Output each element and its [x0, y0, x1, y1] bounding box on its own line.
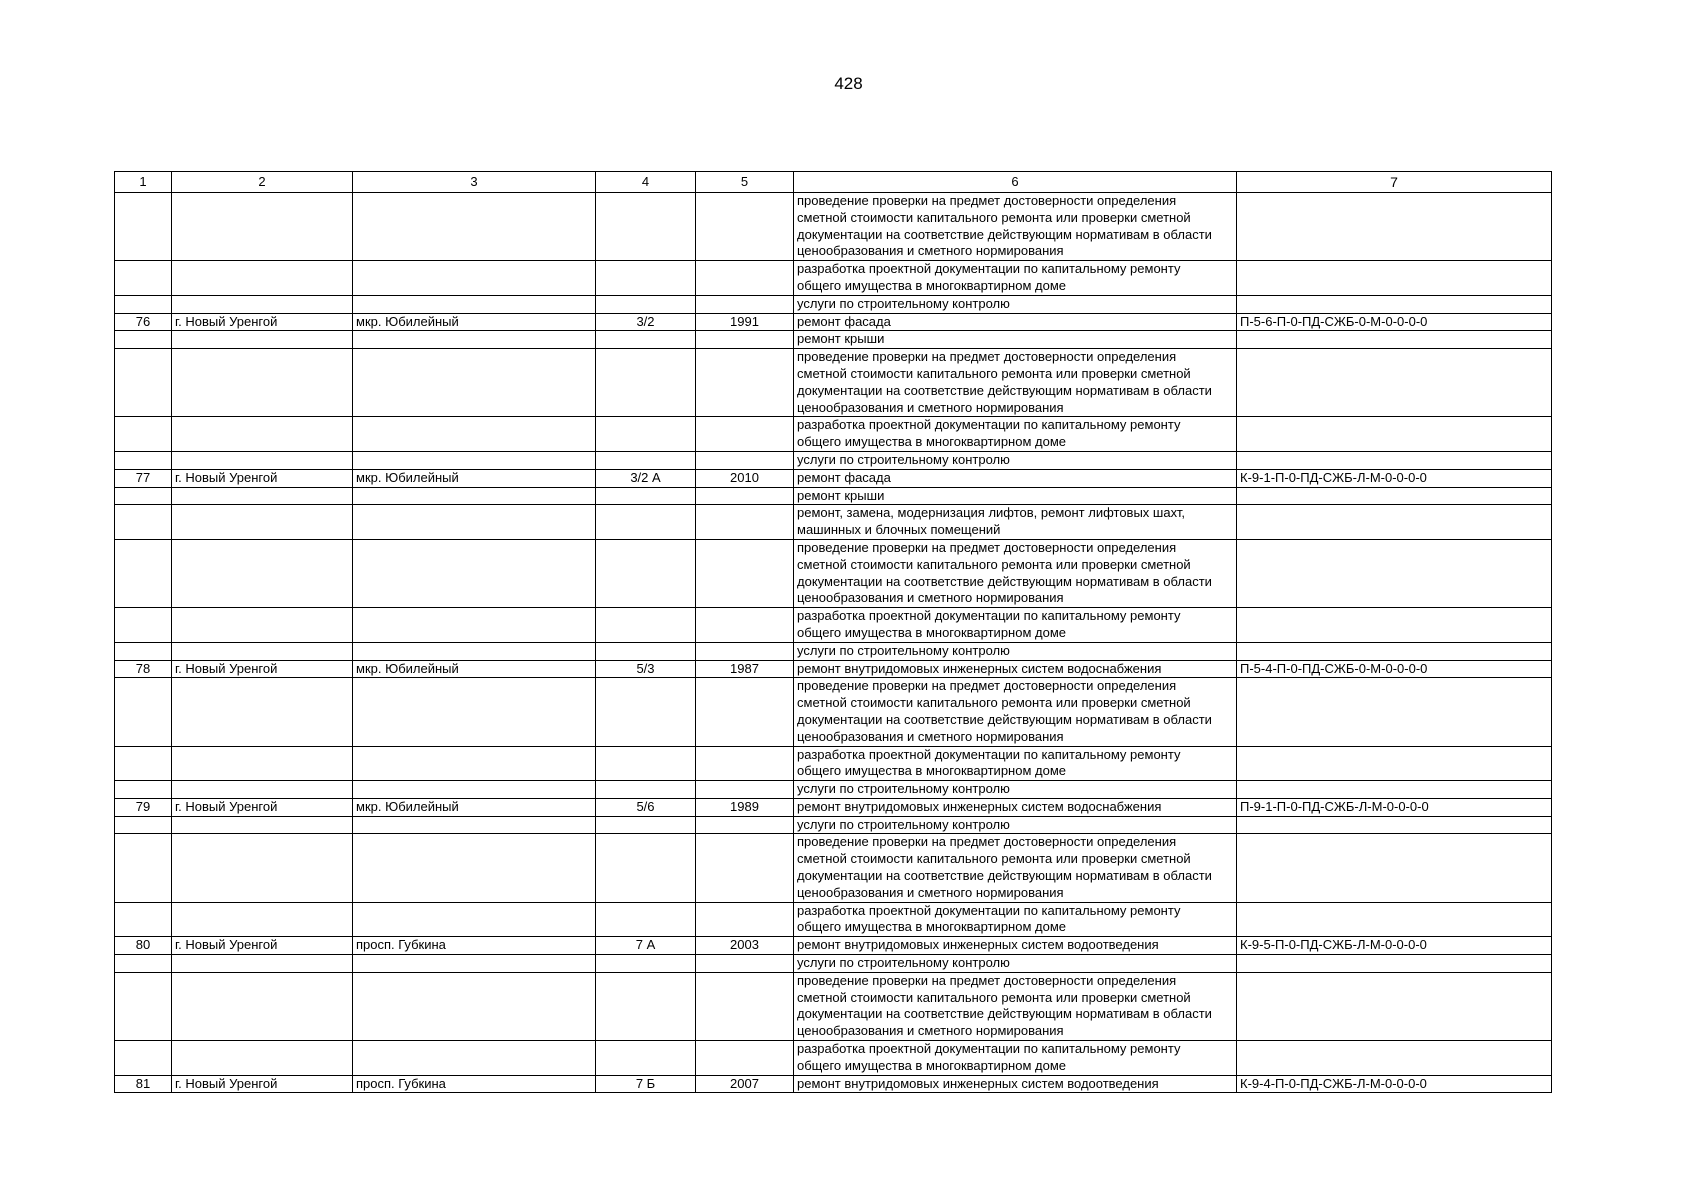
city-cell	[172, 902, 353, 937]
city-cell	[172, 642, 353, 660]
work-type-cell: проведение проверки на предмет достоверности определения сметной стоимости капитального ремонта или проверки сметной документации на соответствие действующим нормативам в области ценообразования и сметного нормирования	[794, 193, 1237, 261]
table-row	[115, 834, 1552, 902]
year-cell	[696, 193, 794, 261]
table-row	[115, 313, 1552, 331]
table-row	[115, 746, 1552, 781]
building-code-cell	[1237, 955, 1552, 973]
table-row	[115, 1041, 1552, 1076]
work-type-cell: проведение проверки на предмет достоверности определения сметной стоимости капитального ремонта или проверки сметной документации на соответствие действующим нормативам в области ценообразования и сметного нормирования	[794, 972, 1237, 1040]
row-number-cell: 77	[115, 469, 172, 487]
table-row	[115, 955, 1552, 973]
city-cell: г. Новый Уренгой	[172, 660, 353, 678]
work-type-cell: проведение проверки на предмет достоверности определения сметной стоимости капитального ремонта или проверки сметной документации на соответствие действующим нормативам в области ценообразования и сметного нормирования	[794, 834, 1237, 902]
building-code-cell: П-5-6-П-0-ПД-СЖБ-0-М-0-0-0-0	[1237, 313, 1552, 331]
year-cell	[696, 417, 794, 452]
row-number-cell	[115, 678, 172, 746]
table-row	[115, 660, 1552, 678]
table-row	[115, 349, 1552, 417]
table-row	[115, 937, 1552, 955]
work-type-cell: проведение проверки на предмет достоверности определения сметной стоимости капитального ремонта или проверки сметной документации на соответствие действующим нормативам в области ценообразования и сметного нормирования	[794, 349, 1237, 417]
table-row	[115, 193, 1552, 261]
table-row	[115, 678, 1552, 746]
work-type-cell: ремонт внутридомовых инженерных систем водоотведения	[794, 1075, 1237, 1093]
street-cell	[353, 816, 596, 834]
house-cell	[596, 193, 696, 261]
work-type-cell: разработка проектной документации по капитальному ремонту общего имущества в многоквартирном доме	[794, 417, 1237, 452]
work-type-cell: услуги по строительному контролю	[794, 642, 1237, 660]
street-cell: мкр. Юбилейный	[353, 798, 596, 816]
city-cell	[172, 331, 353, 349]
year-cell: 1987	[696, 660, 794, 678]
table-row	[115, 798, 1552, 816]
table-row	[115, 505, 1552, 540]
building-code-cell	[1237, 816, 1552, 834]
city-cell	[172, 1041, 353, 1076]
header-col-year: 5	[696, 172, 794, 193]
header-col-code: 7	[1237, 172, 1552, 193]
building-code-cell	[1237, 539, 1552, 607]
work-type-cell: ремонт крыши	[794, 487, 1237, 505]
city-cell	[172, 539, 353, 607]
city-cell	[172, 678, 353, 746]
year-cell	[696, 746, 794, 781]
street-cell: мкр. Юбилейный	[353, 313, 596, 331]
row-number-cell	[115, 746, 172, 781]
city-cell	[172, 781, 353, 799]
street-cell	[353, 487, 596, 505]
street-cell	[353, 834, 596, 902]
year-cell	[696, 261, 794, 296]
street-cell	[353, 746, 596, 781]
street-cell	[353, 781, 596, 799]
work-type-cell: услуги по строительному контролю	[794, 816, 1237, 834]
work-type-cell: услуги по строительному контролю	[794, 955, 1237, 973]
repair-plan-table	[114, 171, 1552, 1093]
building-code-cell	[1237, 261, 1552, 296]
house-cell	[596, 261, 696, 296]
row-number-cell	[115, 955, 172, 973]
year-cell	[696, 295, 794, 313]
house-cell: 7 А	[596, 937, 696, 955]
street-cell	[353, 642, 596, 660]
row-number-cell	[115, 505, 172, 540]
row-number-cell: 80	[115, 937, 172, 955]
work-type-cell: услуги по строительному контролю	[794, 295, 1237, 313]
row-number-cell	[115, 331, 172, 349]
work-type-cell: ремонт крыши	[794, 331, 1237, 349]
house-cell	[596, 505, 696, 540]
house-cell	[596, 746, 696, 781]
building-code-cell	[1237, 295, 1552, 313]
city-cell	[172, 505, 353, 540]
building-code-cell: П-9-1-П-0-ПД-СЖБ-Л-М-0-0-0-0	[1237, 798, 1552, 816]
building-code-cell: К-9-5-П-0-ПД-СЖБ-Л-М-0-0-0-0	[1237, 937, 1552, 955]
table-row	[115, 295, 1552, 313]
header-col-house: 4	[596, 172, 696, 193]
header-col-city: 2	[172, 172, 353, 193]
year-cell	[696, 781, 794, 799]
street-cell	[353, 505, 596, 540]
work-type-cell: разработка проектной документации по капитальному ремонту общего имущества в многоквартирном доме	[794, 608, 1237, 643]
year-cell	[696, 642, 794, 660]
year-cell	[696, 678, 794, 746]
table-header-row	[115, 172, 1552, 193]
street-cell	[353, 295, 596, 313]
row-number-cell	[115, 902, 172, 937]
house-cell: 3/2	[596, 313, 696, 331]
city-cell	[172, 834, 353, 902]
work-type-cell: проведение проверки на предмет достоверности определения сметной стоимости капитального ремонта или проверки сметной документации на соответствие действующим нормативам в области ценообразования и сметного нормирования	[794, 539, 1237, 607]
table-row	[115, 781, 1552, 799]
street-cell	[353, 1041, 596, 1076]
table-row	[115, 469, 1552, 487]
building-code-cell	[1237, 417, 1552, 452]
city-cell	[172, 261, 353, 296]
building-code-cell	[1237, 331, 1552, 349]
table-row	[115, 417, 1552, 452]
row-number-cell	[115, 417, 172, 452]
house-cell	[596, 816, 696, 834]
row-number-cell	[115, 295, 172, 313]
row-number-cell	[115, 834, 172, 902]
house-cell	[596, 834, 696, 902]
year-cell	[696, 955, 794, 973]
building-code-cell	[1237, 834, 1552, 902]
building-code-cell	[1237, 781, 1552, 799]
year-cell: 1991	[696, 313, 794, 331]
house-cell	[596, 349, 696, 417]
row-number-cell: 76	[115, 313, 172, 331]
city-cell	[172, 816, 353, 834]
header-col-work: 6	[794, 172, 1237, 193]
table-row	[115, 972, 1552, 1040]
row-number-cell	[115, 349, 172, 417]
work-type-cell: ремонт, замена, модернизация лифтов, ремонт лифтовых шахт, машинных и блочных помещений	[794, 505, 1237, 540]
page-number: 428	[834, 74, 863, 93]
year-cell: 1989	[696, 798, 794, 816]
street-cell	[353, 608, 596, 643]
building-code-cell: П-5-4-П-0-ПД-СЖБ-0-М-0-0-0-0	[1237, 660, 1552, 678]
city-cell	[172, 295, 353, 313]
house-cell	[596, 331, 696, 349]
year-cell	[696, 902, 794, 937]
street-cell	[353, 451, 596, 469]
work-type-cell: ремонт фасада	[794, 313, 1237, 331]
building-code-cell	[1237, 642, 1552, 660]
city-cell	[172, 349, 353, 417]
row-number-cell: 79	[115, 798, 172, 816]
street-cell: просп. Губкина	[353, 1075, 596, 1093]
year-cell	[696, 539, 794, 607]
building-code-cell	[1237, 972, 1552, 1040]
work-type-cell: разработка проектной документации по капитальному ремонту общего имущества в многоквартирном доме	[794, 1041, 1237, 1076]
table-row	[115, 261, 1552, 296]
building-code-cell	[1237, 193, 1552, 261]
house-cell	[596, 295, 696, 313]
table-row	[115, 902, 1552, 937]
house-cell	[596, 539, 696, 607]
house-cell: 5/3	[596, 660, 696, 678]
street-cell	[353, 331, 596, 349]
city-cell: г. Новый Уренгой	[172, 798, 353, 816]
street-cell	[353, 902, 596, 937]
house-cell	[596, 902, 696, 937]
work-type-cell: ремонт внутридомовых инженерных систем водоснабжения	[794, 798, 1237, 816]
work-type-cell: ремонт фасада	[794, 469, 1237, 487]
year-cell	[696, 487, 794, 505]
year-cell	[696, 505, 794, 540]
row-number-cell	[115, 451, 172, 469]
street-cell	[353, 972, 596, 1040]
building-code-cell	[1237, 451, 1552, 469]
street-cell	[353, 678, 596, 746]
table-row	[115, 608, 1552, 643]
city-cell	[172, 972, 353, 1040]
house-cell	[596, 451, 696, 469]
work-type-cell: разработка проектной документации по капитальному ремонту общего имущества в многоквартирном доме	[794, 261, 1237, 296]
row-number-cell	[115, 608, 172, 643]
row-number-cell	[115, 1041, 172, 1076]
building-code-cell	[1237, 505, 1552, 540]
building-code-cell	[1237, 746, 1552, 781]
street-cell	[353, 539, 596, 607]
house-cell	[596, 955, 696, 973]
row-number-cell: 81	[115, 1075, 172, 1093]
city-cell	[172, 487, 353, 505]
work-type-cell: разработка проектной документации по капитальному ремонту общего имущества в многоквартирном доме	[794, 746, 1237, 781]
row-number-cell	[115, 487, 172, 505]
building-code-cell	[1237, 608, 1552, 643]
year-cell	[696, 834, 794, 902]
year-cell	[696, 816, 794, 834]
row-number-cell	[115, 642, 172, 660]
street-cell: мкр. Юбилейный	[353, 469, 596, 487]
city-cell	[172, 451, 353, 469]
header-col-street: 3	[353, 172, 596, 193]
street-cell	[353, 349, 596, 417]
year-cell	[696, 1041, 794, 1076]
row-number-cell	[115, 781, 172, 799]
work-type-cell: проведение проверки на предмет достоверности определения сметной стоимости капитального ремонта или проверки сметной документации на соответствие действующим нормативам в области ценообразования и сметного нормирования	[794, 678, 1237, 746]
work-type-cell: услуги по строительному контролю	[794, 781, 1237, 799]
work-type-cell: разработка проектной документации по капитальному ремонту общего имущества в многоквартирном доме	[794, 902, 1237, 937]
year-cell	[696, 608, 794, 643]
work-type-cell: ремонт внутридомовых инженерных систем водоотведения	[794, 937, 1237, 955]
city-cell: г. Новый Уренгой	[172, 937, 353, 955]
year-cell	[696, 331, 794, 349]
house-cell	[596, 1041, 696, 1076]
table-row	[115, 1075, 1552, 1093]
table-row	[115, 451, 1552, 469]
city-cell	[172, 955, 353, 973]
house-cell: 7 Б	[596, 1075, 696, 1093]
table-row	[115, 642, 1552, 660]
table-row	[115, 816, 1552, 834]
building-code-cell: К-9-4-П-0-ПД-СЖБ-Л-М-0-0-0-0	[1237, 1075, 1552, 1093]
street-cell	[353, 261, 596, 296]
street-cell: просп. Губкина	[353, 937, 596, 955]
year-cell	[696, 349, 794, 417]
row-number-cell	[115, 261, 172, 296]
street-cell	[353, 417, 596, 452]
city-cell	[172, 608, 353, 643]
year-cell	[696, 451, 794, 469]
building-code-cell: К-9-1-П-0-ПД-СЖБ-Л-М-0-0-0-0	[1237, 469, 1552, 487]
city-cell: г. Новый Уренгой	[172, 1075, 353, 1093]
house-cell	[596, 487, 696, 505]
work-type-cell: услуги по строительному контролю	[794, 451, 1237, 469]
house-cell	[596, 972, 696, 1040]
row-number-cell	[115, 816, 172, 834]
house-cell	[596, 781, 696, 799]
city-cell	[172, 417, 353, 452]
building-code-cell	[1237, 678, 1552, 746]
table-row	[115, 487, 1552, 505]
table-row	[115, 539, 1552, 607]
row-number-cell	[115, 972, 172, 1040]
house-cell: 5/6	[596, 798, 696, 816]
building-code-cell	[1237, 1041, 1552, 1076]
building-code-cell	[1237, 487, 1552, 505]
row-number-cell: 78	[115, 660, 172, 678]
house-cell	[596, 642, 696, 660]
city-cell: г. Новый Уренгой	[172, 469, 353, 487]
row-number-cell	[115, 539, 172, 607]
city-cell	[172, 193, 353, 261]
work-type-cell: ремонт внутридомовых инженерных систем водоснабжения	[794, 660, 1237, 678]
building-code-cell	[1237, 902, 1552, 937]
house-cell	[596, 608, 696, 643]
year-cell: 2007	[696, 1075, 794, 1093]
header-col-number: 1	[115, 172, 172, 193]
street-cell	[353, 193, 596, 261]
row-number-cell	[115, 193, 172, 261]
table-row	[115, 331, 1552, 349]
house-cell	[596, 678, 696, 746]
year-cell	[696, 972, 794, 1040]
city-cell	[172, 746, 353, 781]
street-cell: мкр. Юбилейный	[353, 660, 596, 678]
house-cell	[596, 417, 696, 452]
street-cell	[353, 955, 596, 973]
house-cell: 3/2 А	[596, 469, 696, 487]
building-code-cell	[1237, 349, 1552, 417]
city-cell: г. Новый Уренгой	[172, 313, 353, 331]
year-cell: 2010	[696, 469, 794, 487]
year-cell: 2003	[696, 937, 794, 955]
